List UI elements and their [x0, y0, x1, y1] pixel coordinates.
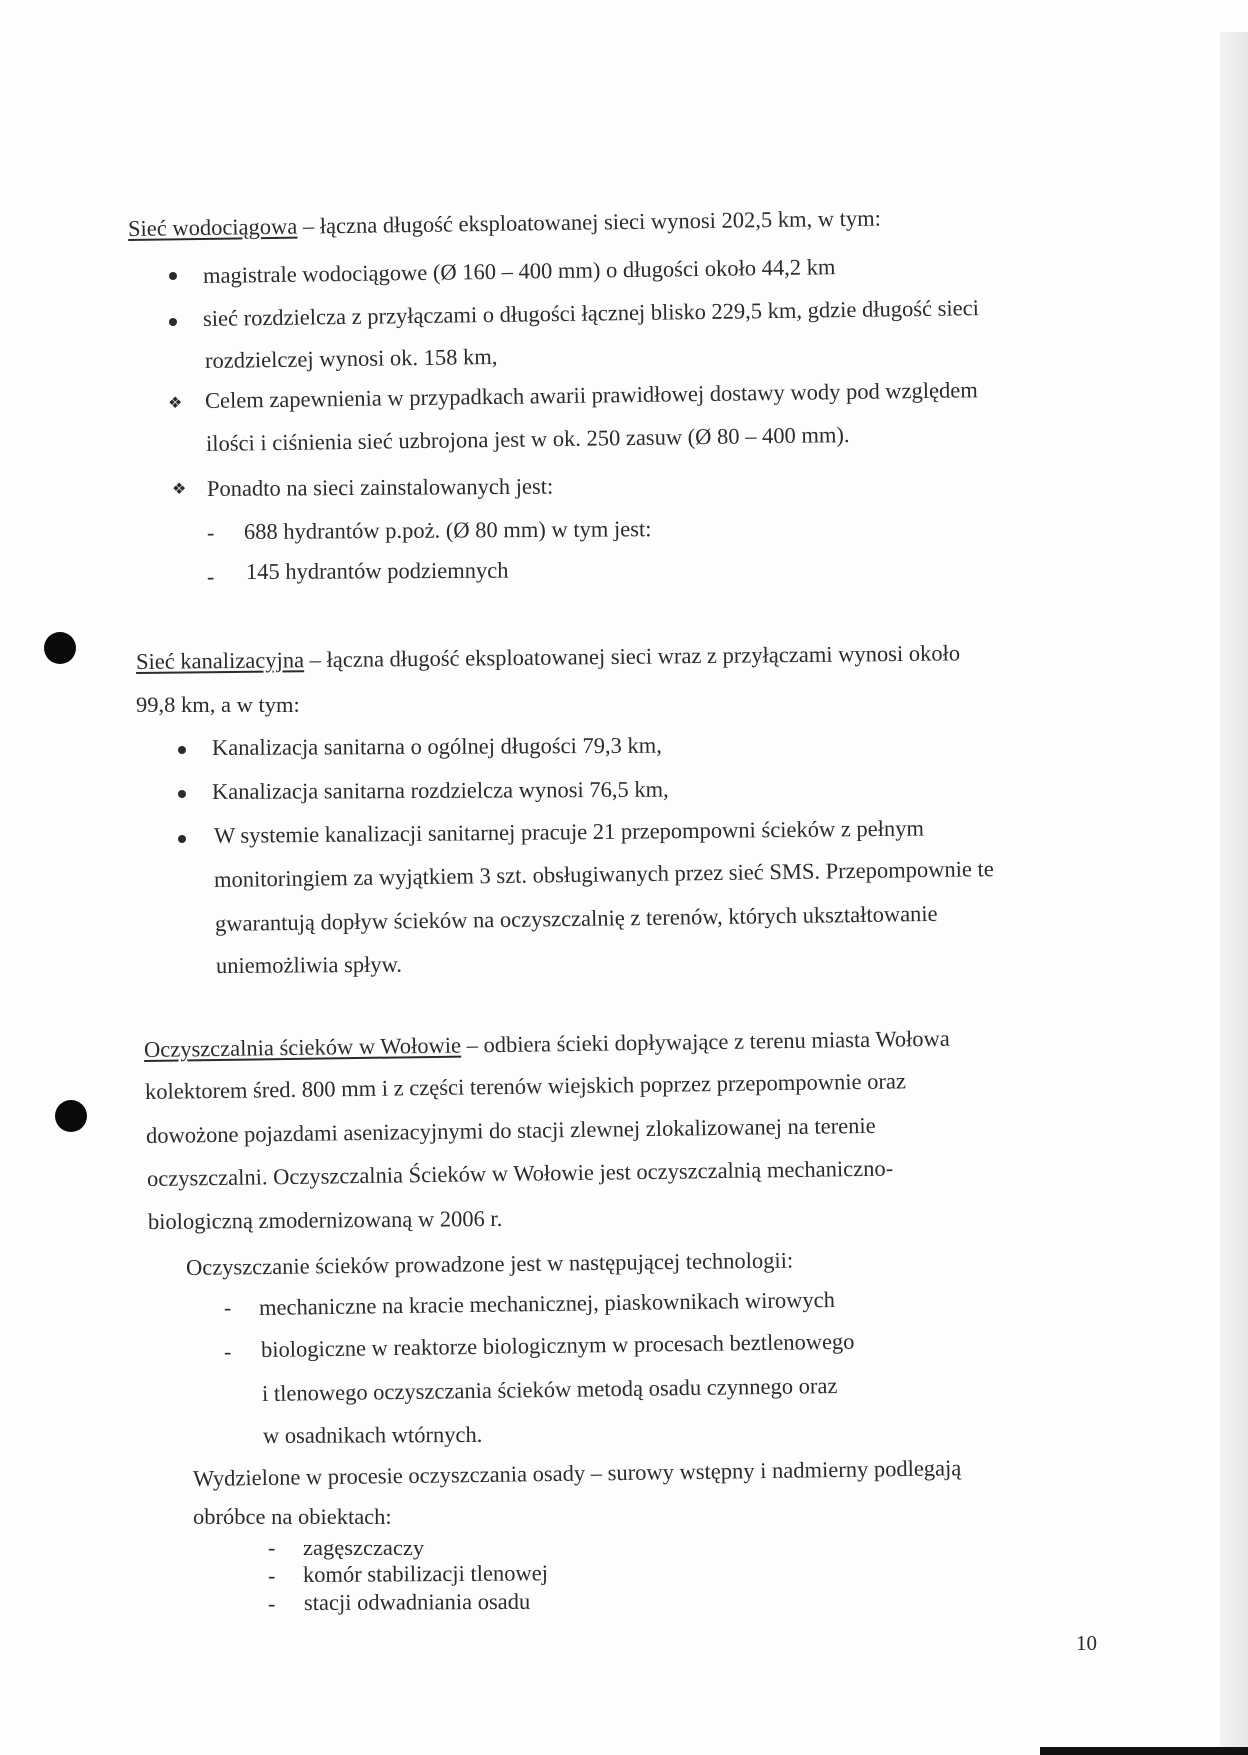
- sewer-item-3-line-2: monitoringiem za wyjątkiem 3 szt. obsługiwanych przez sieć SMS. Przepompownie te: [213, 856, 994, 892]
- plant-p1-line-3: dowożone pojazdami asenizacyjnymi do stacji zlewnej zlokalizowanej na terenie: [145, 1112, 876, 1148]
- dash-marker: -: [268, 1591, 276, 1616]
- plant-p1-line-5: biologiczną zmodernizowaną w 2006 r.: [147, 1205, 503, 1234]
- plant-p3-line-2: obróbce na obiektach:: [193, 1504, 392, 1529]
- dash-marker: -: [207, 564, 215, 589]
- bullet-icon: [178, 746, 186, 754]
- plant-object-1: zagęszczaczy: [303, 1535, 425, 1560]
- plant-tech-1: mechaniczne na kracie mechanicznej, piaskownikach wirowych: [258, 1286, 836, 1320]
- water-sub-2: 145 hydrantów podziemnych: [245, 557, 509, 584]
- sewer-item-1: Kanalizacja sanitarna o ogólnej długości 79,3 km,: [211, 732, 662, 760]
- water-heading: Sieć wodociągowa: [127, 213, 298, 241]
- plant-object-3: stacji odwadniania osadu: [303, 1588, 531, 1615]
- plant-tech-2-line-1: biologiczne w reaktorze biologicznym w procesach beztlenowego: [260, 1328, 855, 1362]
- dash-marker: -: [268, 1563, 276, 1588]
- water-item-3-line-1: Celem zapewnienia w przypadkach awarii prawidłowej dostawy wody pod względem: [204, 377, 978, 413]
- water-item-2-line-2: rozdzielczej wynosi ok. 158 km,: [204, 343, 498, 373]
- plant-p2: Oczyszczanie ścieków prowadzone jest w następującej technologii:: [185, 1247, 794, 1280]
- sewer-intro: – łączna długość eksploatowanej sieci wraz z przyłączami wynosi około: [303, 640, 961, 673]
- dash-marker: -: [207, 520, 215, 545]
- bullet-icon: [169, 272, 177, 280]
- plant-tech-2-line-3: w osadnikach wtórnych.: [262, 1421, 483, 1448]
- plant-intro: – odbiera ścieki dopływające z terenu miasta Wołowa: [460, 1025, 950, 1058]
- plant-heading-line: [144, 1025, 950, 1064]
- water-heading-line: [128, 204, 881, 243]
- sewer-item-2: Kanalizacja sanitarna rozdzielcza wynosi 76,5 km,: [211, 776, 669, 804]
- bullet-icon: [178, 835, 186, 843]
- page-number: 10: [1076, 1631, 1097, 1655]
- sewer-intro-line-2: 99,8 km, a w tym:: [136, 692, 300, 717]
- sewer-item-3-line-4: uniemożliwia spływ.: [215, 951, 403, 978]
- punch-hole-lower: [55, 1100, 87, 1132]
- plant-tech-2-line-2: i tlenowego oczyszczania ścieków metodą osadu czynnego oraz: [261, 1372, 838, 1406]
- plant-heading: Oczyszczalnia ścieków w Wołowie: [143, 1032, 462, 1062]
- diamond-bullet-icon: ❖: [172, 481, 187, 498]
- bullet-icon: [169, 318, 177, 326]
- water-item-2-line-1: sieć rozdzielcza z przyłączami o długości łącznej blisko 229,5 km, gdzie długość sieci: [202, 295, 980, 331]
- water-item-3-line-2: ilości i ciśnienia sieć uzbrojona jest w ok. 250 zasuw (Ø 80 – 400 mm).: [205, 422, 850, 456]
- bullet-icon: [178, 790, 186, 798]
- diamond-bullet-icon: ❖: [168, 395, 183, 412]
- water-intro: – łączna długość eksploatowanej sieci wynosi 202,5 km, w tym:: [297, 205, 882, 239]
- water-item-4: Ponadto na sieci zainstalowanych jest:: [206, 473, 554, 501]
- plant-object-2: komór stabilizacji tlenowej: [302, 1560, 549, 1587]
- dash-marker: -: [224, 1339, 232, 1364]
- plant-p1-line-2: kolektorem śred. 800 mm i z części terenów wiejskich poprzez przepompownie oraz: [144, 1068, 907, 1104]
- dash-marker: -: [268, 1535, 276, 1560]
- sewer-heading-line: [136, 639, 960, 676]
- punch-hole-upper: [44, 632, 76, 664]
- page-edge-right: [1220, 32, 1248, 1755]
- plant-p1-line-4: oczyszczalni. Oczyszczalnia Ścieków w Wołowie jest oczyszczalnią mechaniczno-: [146, 1155, 894, 1191]
- sewer-item-3-line-3: gwarantują dopływ ścieków na oczyszczalnię z terenów, których ukształtowanie: [214, 900, 938, 936]
- water-sub-1: 688 hydrantów p.poż. (Ø 80 mm) w tym jest:: [243, 516, 652, 544]
- sewer-heading: Sieć kanalizacyjna: [135, 647, 305, 674]
- sewer-item-3-line-1: W systemie kanalizacji sanitarnej pracuje 21 przepompowni ścieków z pełnym: [213, 815, 925, 848]
- water-item-1: magistrale wodociągowe (Ø 160 – 400 mm) o długości około 44,2 km: [202, 254, 836, 288]
- plant-p3-line-1: Wydzielone w procesie oczyszczania osady – surowy wstępny i nadmierny podlegają: [192, 1455, 962, 1491]
- dash-marker: -: [224, 1295, 232, 1320]
- page-edge-bottom: [1040, 1747, 1248, 1755]
